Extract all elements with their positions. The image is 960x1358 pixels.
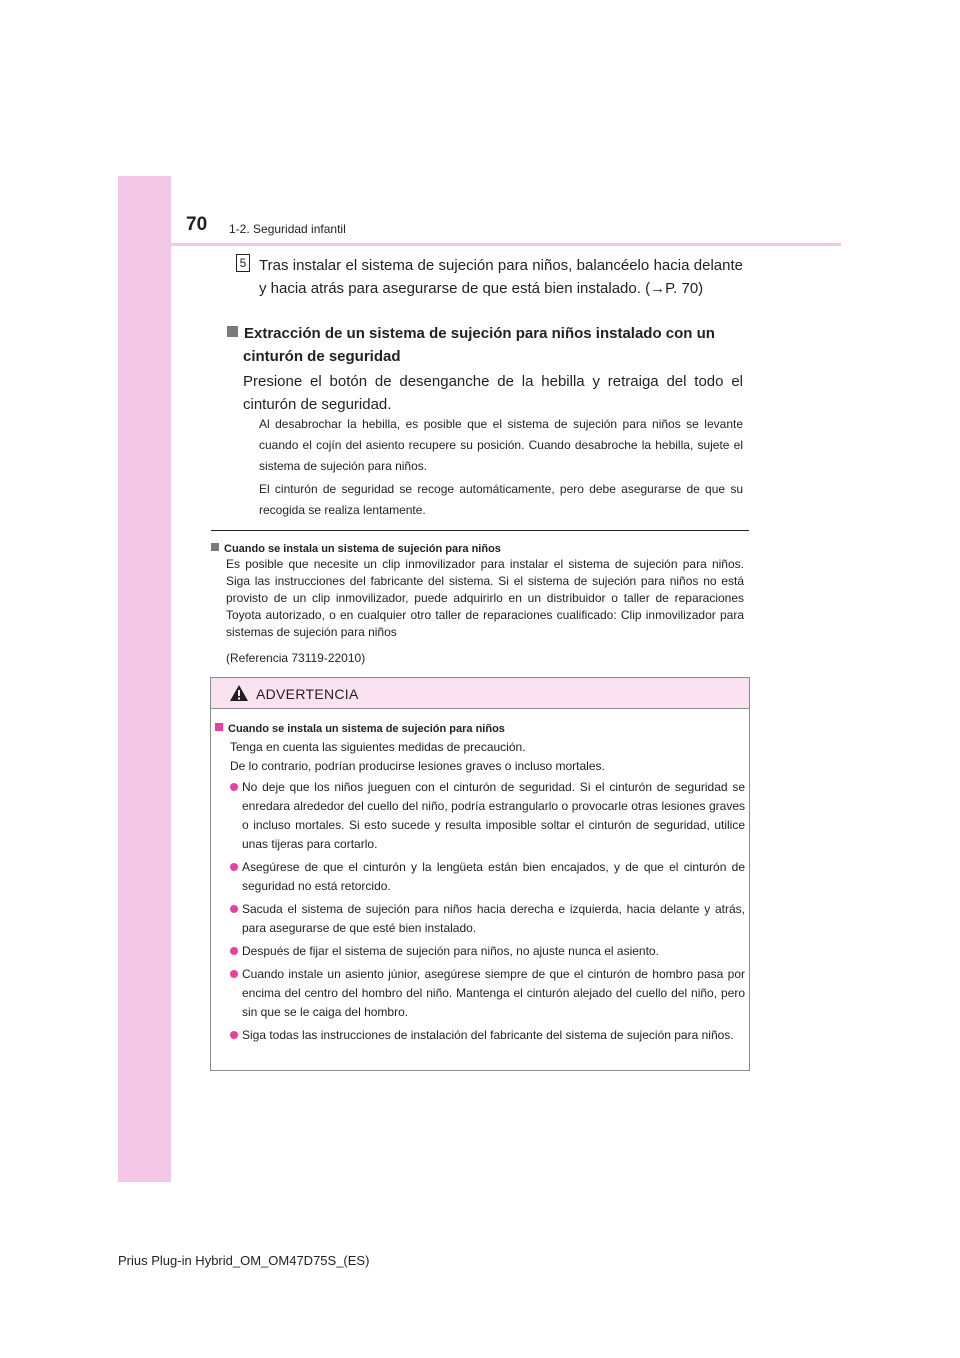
pink-dot-icon bbox=[230, 905, 238, 913]
list-item bbox=[230, 858, 745, 896]
warning-item-text: Sacuda el sistema de sujeción para niños hacia derecha e izquierda, hacia delante y atrás, para asegurarse de que esté bien instalado. bbox=[242, 902, 745, 935]
section-title: 1-2. Seguridad infantil bbox=[229, 222, 346, 236]
warning-item-text: Cuando instale un asiento júnior, asegúrese siempre de que el cinturón de hombro pasa por encima del centro del hombro del niño. Mantenga el cinturón alejado del cuello del niño, pero sin que se le caiga del hombro. bbox=[242, 967, 745, 1019]
step-number-badge: 5 bbox=[236, 254, 250, 272]
list-item bbox=[230, 1026, 745, 1045]
removal-heading-line2: cinturón de seguridad bbox=[243, 348, 401, 365]
warning-item-text: Asegúrese de que el cinturón y la lengüeta están bien encajados, y de que el cinturón de seguridad no está retorcido. bbox=[242, 860, 745, 893]
info-body: Es posible que necesite un clip inmovilizador para instalar el sistema de sujeción para niños. Siga las instrucciones del fabricante del sistema. Si el sistema de sujeción para niños no está provisto de un clip inmovilizador, puede adquirirlo en un distribuidor o taller de reparaciones Toyota autorizado, o en cualquier otro taller de reparaciones cualificado: Clip inmovilizador para sistemas de sujeción para niños bbox=[226, 557, 744, 639]
section-divider bbox=[211, 530, 749, 531]
pink-dot-icon bbox=[230, 970, 238, 978]
pink-dot-icon bbox=[230, 783, 238, 791]
warning-list bbox=[230, 778, 745, 1049]
warning-box bbox=[210, 677, 750, 1071]
warning-triangle-icon bbox=[229, 684, 249, 702]
step-text: Tras instalar el sistema de sujeción para niños, balancéelo hacia delante y hacia atrás para asegurarse de que está bien instalado. (→P. 70) bbox=[259, 257, 743, 297]
warning-item-text: Después de fijar el sistema de sujeción para niños, no ajuste nunca el asiento. bbox=[242, 944, 659, 958]
square-icon bbox=[211, 543, 219, 551]
pink-dot-icon bbox=[230, 1031, 238, 1039]
list-item bbox=[230, 778, 745, 854]
removal-note-2: El cinturón de seguridad se recoge automáticamente, pero debe asegurarse de que su recogida se realiza lentamente. bbox=[259, 482, 743, 517]
warning-intro-line2: De lo contrario, podrían producirse lesiones graves o incluso mortales. bbox=[230, 759, 605, 773]
list-item bbox=[230, 900, 745, 938]
warning-item-text: Siga todas las instrucciones de instalación del fabricante del sistema de sujeción para niños. bbox=[242, 1028, 734, 1042]
removal-heading-line1: Extracción de un sistema de sujeción para niños instalado con un bbox=[244, 325, 715, 342]
warning-heading-text: Cuando se instala un sistema de sujeción para niños bbox=[228, 723, 505, 735]
header-rule bbox=[171, 243, 841, 246]
info-reference: (Referencia 73119-22010) bbox=[226, 651, 366, 665]
square-icon bbox=[227, 326, 238, 337]
removal-note-1: Al desabrochar la hebilla, es posible que el sistema de sujeción para niños se levante cuando el cojín del asiento recupere su posición. Cuando desabroche la hebilla, sujete el sistema de sujeción para niños. bbox=[259, 417, 743, 473]
pink-dot-icon bbox=[230, 863, 238, 871]
info-heading bbox=[211, 541, 501, 557]
square-icon bbox=[215, 723, 223, 731]
warning-header bbox=[211, 678, 749, 709]
warning-item-text: No deje que los niños jueguen con el cinturón de seguridad. Si el cinturón de seguridad se enredara alrededor del cuello del niño, podría estrangularlo o provocarle otras lesiones graves o incluso mortales. Si esto sucede y resulta imposible soltar el cinturón de seguridad, utilice unas tijeras para cortarlo. bbox=[242, 780, 745, 851]
side-band bbox=[118, 176, 171, 1182]
info-heading-text: Cuando se instala un sistema de sujeción para niños bbox=[224, 543, 501, 555]
footer-text: Prius Plug-in Hybrid_OM_OM47D75S_(ES) bbox=[118, 1253, 370, 1268]
removal-heading bbox=[227, 322, 743, 368]
list-item bbox=[230, 965, 745, 1022]
warning-intro-line1: Tenga en cuenta las siguientes medidas de precaución. bbox=[230, 740, 526, 754]
page-number: 70 bbox=[186, 214, 208, 235]
warning-intro bbox=[230, 738, 745, 776]
list-item bbox=[230, 942, 745, 961]
pink-dot-icon bbox=[230, 947, 238, 955]
warning-heading bbox=[215, 721, 505, 737]
warning-title: ADVERTENCIA bbox=[256, 686, 359, 702]
removal-paragraph: Presione el botón de desenganche de la hebilla y retraiga del todo el cinturón de seguridad. bbox=[243, 373, 743, 413]
